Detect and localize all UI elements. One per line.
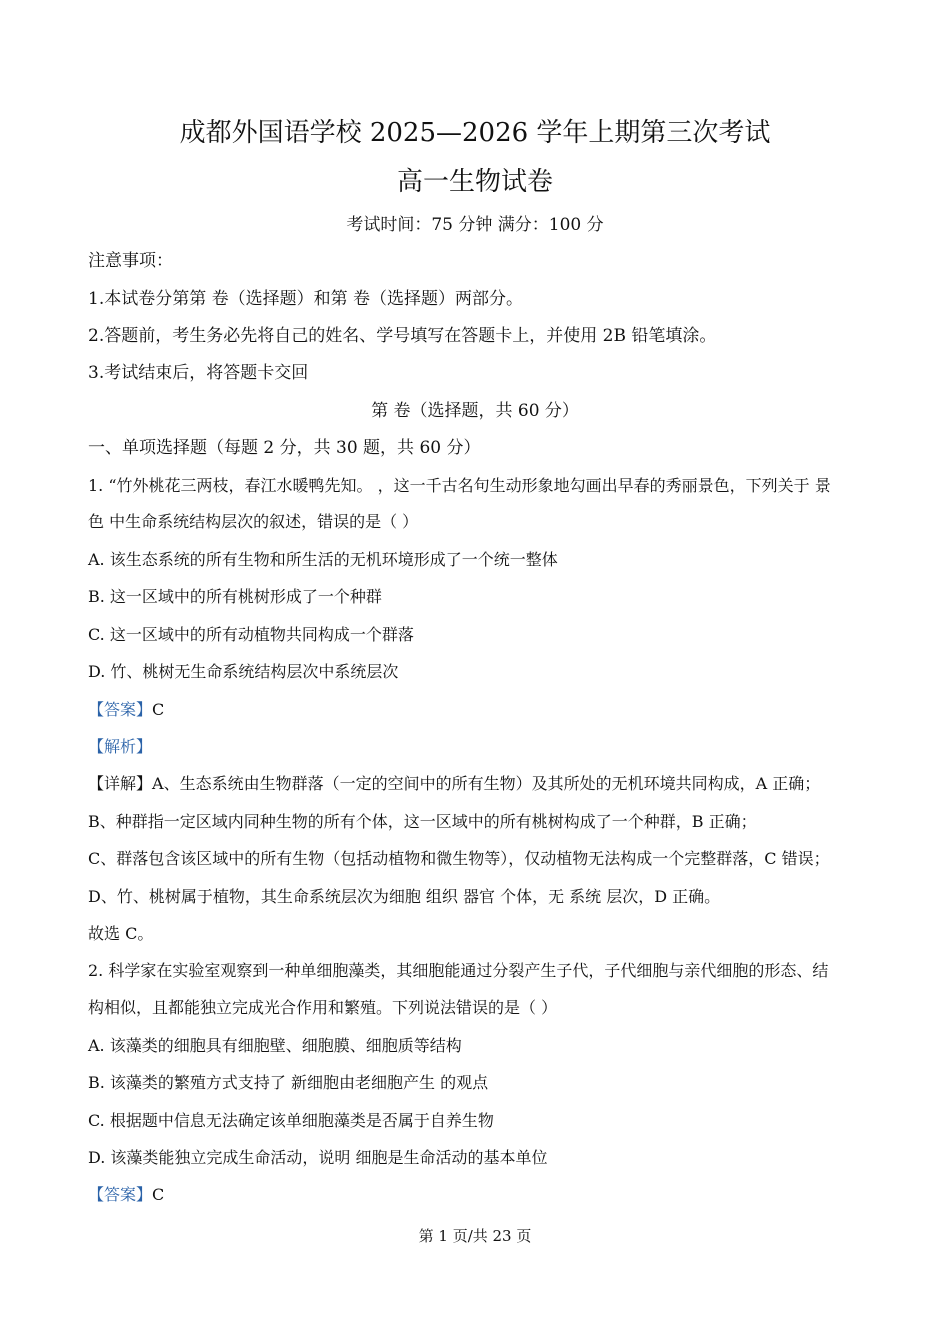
answer-value: C — [152, 1185, 165, 1204]
answer-value: C — [152, 700, 165, 719]
q1-detail-line-4: D、竹、桃树属于植物，其生命系统层次为细胞 组织 器官 个体，无 系统 层次，D 正确。 — [88, 887, 721, 906]
q1-answer — [88, 699, 164, 721]
section-title: 一、单项选择题（每题 2 分，共 30 题，共 60 分） — [88, 438, 481, 458]
q1-option-d: D. 竹、桃树无生命系统结构层次中系统层次 — [88, 662, 399, 681]
detail-tag: 【详解】 — [88, 774, 153, 793]
detail-text: A、生态系统由生物群落（一定的空间中的所有生物）及其所处的无机环境共同构成，A 正确； — [152, 774, 821, 793]
exam-meta: 考试时间：75 分钟 满分：100 分 — [346, 215, 604, 235]
q2-option-c: C. 根据题中信息无法确定该单细胞藻类是否属于自养生物 — [88, 1111, 494, 1130]
q1-option-b: B. 这一区域中的所有桃树形成了一个种群 — [88, 587, 382, 606]
q1-analysis — [88, 736, 152, 758]
answer-tag: 【答案】 — [88, 700, 153, 719]
q1-detail-line-3: C、群落包含该区域中的所有生物（包括动植物和微生物等），仅动植物无法构成一个完整群落，C 错误； — [88, 849, 830, 868]
q1-stem-line-1: 1. “竹外桃花三两枝，春江水暖鸭先知。 ，这一千古名句生动形象地勾画出早春的秀丽景色，下列关于 景 — [88, 476, 831, 495]
note-item-2: 2.答题前，考生务必先将自己的姓名、学号填写在答题卡上，并使用 2B 铅笔填涂。 — [88, 326, 717, 346]
note-item-3: 3.考试结束后，将答题卡交回 — [88, 363, 309, 383]
q2-stem-line-1: 2. 科学家在实验室观察到一种单细胞藻类，其细胞能通过分裂产生子代，子代细胞与亲代细胞的形态、结 — [88, 961, 829, 980]
note-item-1: 1.本试卷分第第 卷（选择题）和第 卷（选择题）两部分。 — [88, 289, 524, 309]
q2-answer — [88, 1184, 164, 1206]
q1-stem-line-2: 色 中生命系统结构层次的叙述，错误的是（ ） — [88, 512, 419, 531]
q2-stem-line-2: 构相似，且都能独立完成光合作用和繁殖。下列说法错误的是（ ） — [88, 998, 558, 1017]
part-title: 第 卷（选择题，共 60 分） — [371, 401, 579, 421]
q1-detail-line-1 — [88, 773, 820, 795]
q1-detail-line-2: B、种群指一定区域内同种生物的所有个体，这一区域中的所有桃树构成了一个种群，B 正确； — [88, 812, 757, 831]
q1-option-a: A. 该生态系统的所有生物和所生活的无机环境形成了一个统一整体 — [88, 550, 558, 569]
exam-subtitle: 高一生物试卷 — [396, 167, 553, 197]
q2-option-a: A. 该藻类的细胞具有细胞壁、细胞膜、细胞质等结构 — [88, 1036, 462, 1055]
q1-conclusion: 故选 C。 — [88, 924, 154, 943]
answer-tag: 【答案】 — [88, 1185, 153, 1204]
q1-option-c: C. 这一区域中的所有动植物共同构成一个群落 — [88, 625, 414, 644]
page-footer: 第 1 页/共 23 页 — [418, 1227, 532, 1245]
analysis-tag: 【解析】 — [88, 737, 153, 756]
q2-option-d: D. 该藻类能独立完成生命活动，说明 细胞是生命活动的基本单位 — [88, 1148, 548, 1167]
q2-option-b: B. 该藻类的繁殖方式支持了 新细胞由老细胞产生 的观点 — [88, 1073, 489, 1092]
exam-title: 成都外国语学校 2025—2026 学年上期第三次考试 — [179, 118, 771, 148]
notes-heading: 注意事项： — [88, 251, 173, 271]
